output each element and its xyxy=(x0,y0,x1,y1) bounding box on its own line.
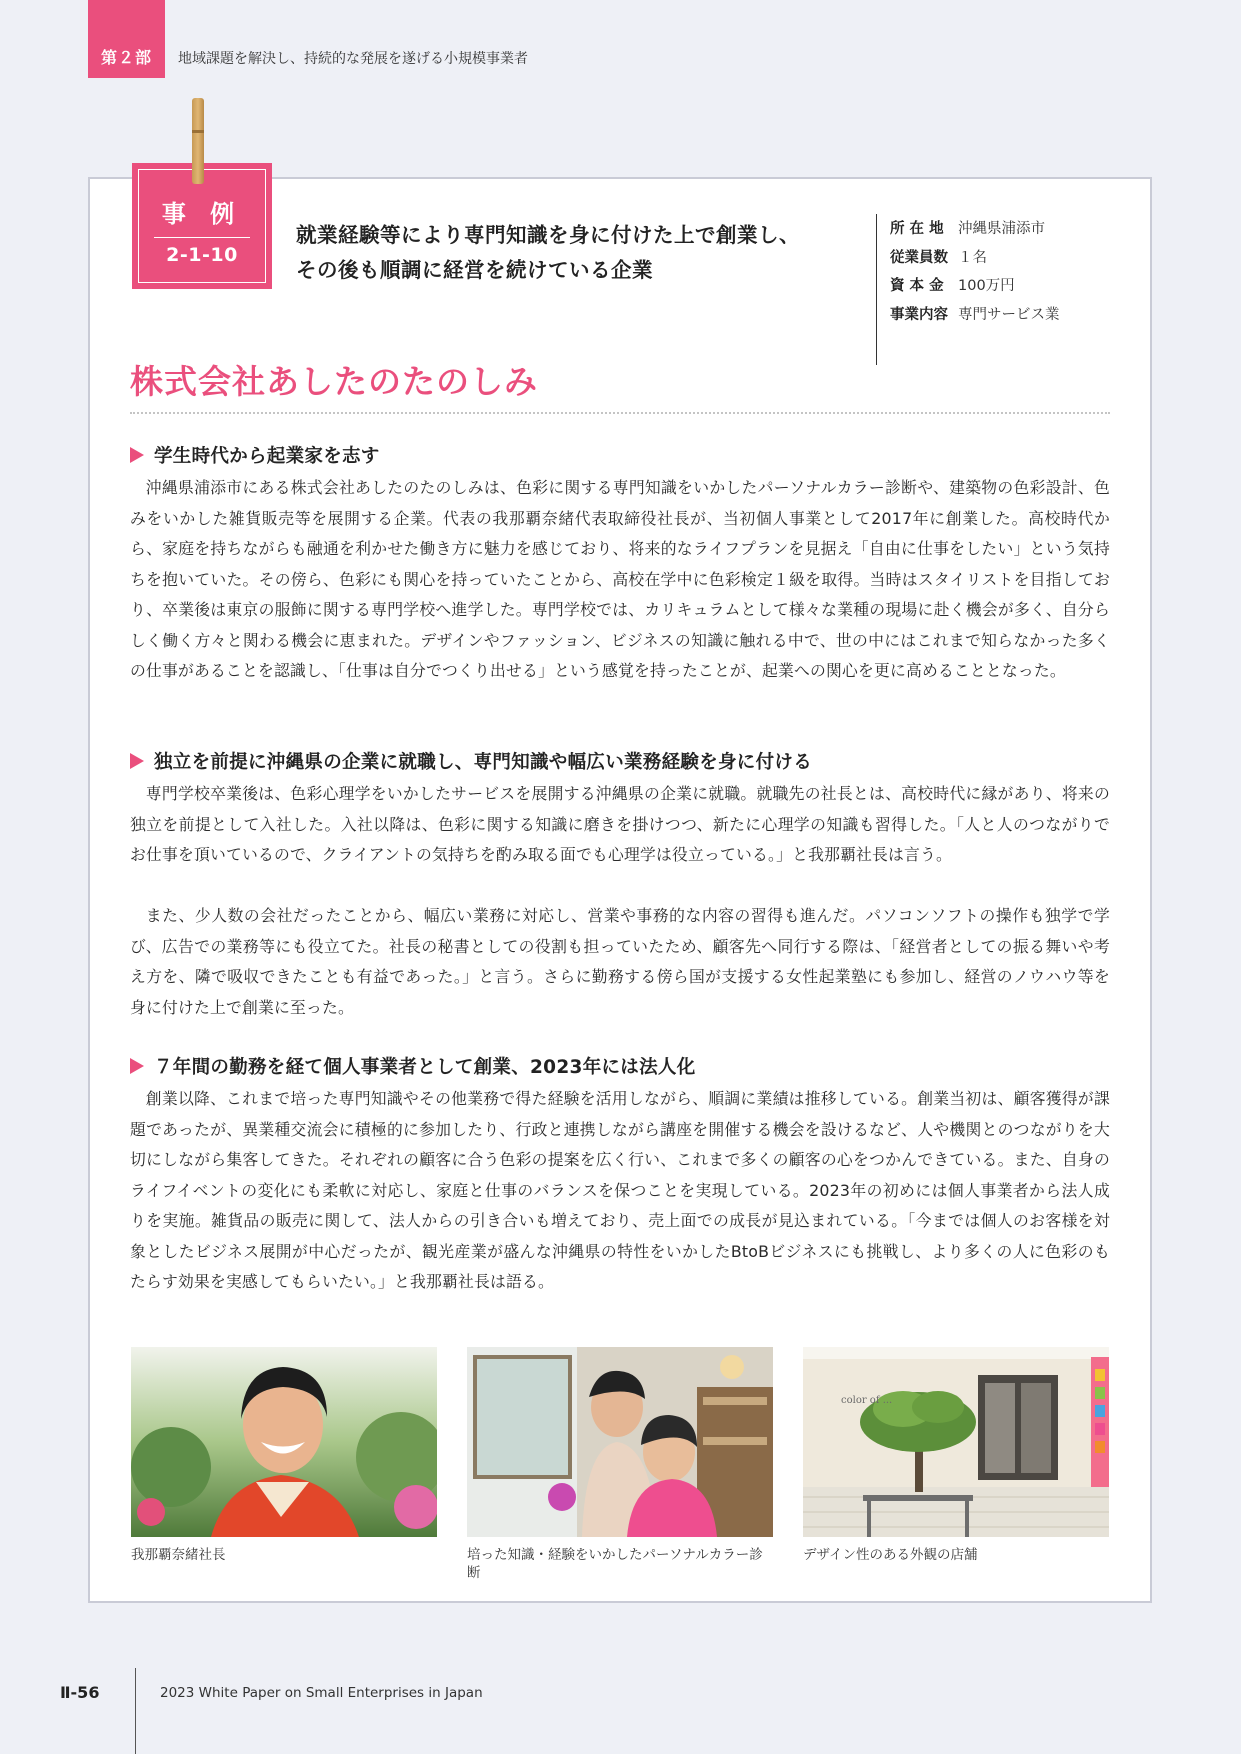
info-row-capital xyxy=(890,272,1060,301)
triangle-bullet-icon xyxy=(130,1058,144,1074)
info-label: 所 在 地 xyxy=(890,221,944,237)
part-label: 第２部 xyxy=(88,0,165,78)
photo-caption: デザイン性のある外観の店舗 xyxy=(803,1547,978,1563)
case-divider xyxy=(154,237,250,238)
section-paragraph: また、少人数の会社だったことから、幅広い業務に対応し、営業や事務的な内容の習得も進んだ。パソコンソフトの操作も独学で学び、広告での業務等にも役立てた。社長の秘書としての役割も担っていたため、顧客先へ同行する際は、「経営者としての振る舞いや考え方を、隣で吸収できたことも有益であった。」と言う。さらに勤務する傍ら国が支援する女性起業塾にも参加し、経営のノウハウ等を身に付けた上で創業に至った。 xyxy=(130,906,1110,1017)
section-heading-text: 学生時代から起業家を志す xyxy=(154,446,380,467)
page-number: Ⅱ-56 xyxy=(60,1683,100,1702)
company-name: 株式会社あしたのたのしみ xyxy=(130,362,538,401)
photo-caption: 培った知識・経験をいかしたパーソナルカラー診断 xyxy=(467,1547,763,1581)
section-heading xyxy=(130,748,812,774)
case-headline xyxy=(296,218,876,288)
section-heading-text: 独立を前提に沖縄県の企業に就職し、専門知識や幅広い業務経験を身に付ける xyxy=(154,752,813,773)
photo-caption: 我那覇奈緒社長 xyxy=(131,1547,226,1563)
section-paragraph: 沖縄県浦添市にある株式会社あしたのたのしみは、色彩に関する専門知識をいかしたパーソナルカラー診断や、建築物の色彩設計、色みをいかした雑貨販売等を展開する企業。代表の我那覇奈緒代表取締役社長が、当初個人事業として2017年に創業した。高校時代から、家庭を持ちながらも融通を利かせた働き方に魅力を感じており、将来的なライフプランを見据え「自由に仕事をしたい」という気持ちを抱いていた。その傍ら、色彩にも関心を持っていたことから、高校在学中に色彩検定１級を取得。当時はスタイリストを目指しており、卒業後は東京の服飾に関する専門学校へ進学した。専門学校では、カリキュラムとして様々な業種の現場に赴く機会が多く、自分らしく働く方々と関わる機会に恵まれた。デザインやファッション、ビジネスの知識に触れる中で、世の中にはこれまで知らなかった多くの仕事があることを認識し、「仕事は自分でつくり出せる」という感覚を持ったことが、起業への関心を更に高めることとなった。 xyxy=(130,478,1110,680)
section-heading xyxy=(130,442,380,468)
triangle-bullet-icon xyxy=(130,753,144,769)
part-title: 地域課題を解決し、持続的な発展を遂げる小規模事業者 xyxy=(178,51,528,67)
photo-president xyxy=(131,1347,437,1537)
info-value: 100万円 xyxy=(958,278,1015,294)
section-paragraph: 専門学校卒業後は、色彩心理学をいかしたサービスを展開する沖縄県の企業に就職。就職先の社長とは、高校時代に縁があり、将来の独立を前提として入社した。入社以降は、色彩に関する知識に磨きを掛けつつ、新たに心理学の知識も習得した。「人と人のつながりでお仕事を頂いているので、クライアントの気持ちを酌み取る面でも心理学は役立っている。」と我那覇社長は言う。 xyxy=(130,784,1110,864)
info-label: 従業員数 xyxy=(890,249,948,266)
case-number: 2-1-10 xyxy=(166,244,238,266)
info-label: 事業内容 xyxy=(890,306,948,323)
case-headline-line1: 就業経験等により専門知識を身に付けた上で創業し、 xyxy=(296,223,800,247)
store-sign: color of ... xyxy=(841,1395,893,1406)
section-paragraph: 創業以降、これまで培った専門知識やその他業務で得た経験を活用しながら、順調に業績は推移している。創業当初は、顧客獲得が課題であったが、異業種交流会に積極的に参加したり、行政と連携しながら講座を開催する機会を設けるなど、人や機関とのつながりを大切にしながら集客してきた。それぞれの顧客に合う色彩の提案を広く行い、これまで多くの顧客の心をつかんできている。また、自身のライフイベントの変化にも柔軟に対応し、家庭と仕事のバランスを保つことを実現している。2023年の初めには個人事業者から法人成りを実施。雑貨品の販売に関して、法人からの引き合いも増えており、売上面での成長が見込まれている。「今までは個人のお客様を対象としたビジネス展開が中心だったが、観光産業が盛んな沖縄県の特性をいかしたBtoBビジネスにも挑戦し、より多くの人に色彩のもたらす効果を実感してもらいたい。」と我那覇社長は語る。 xyxy=(130,1089,1110,1291)
case-headline-line2: その後も順調に経営を続けている企業 xyxy=(296,258,653,282)
clip-icon xyxy=(192,98,204,184)
footer-title: 2023 White Paper on Small Enterprises in Japan xyxy=(160,1685,483,1701)
photo-storefront xyxy=(803,1347,1109,1537)
info-row-location xyxy=(890,215,1060,244)
section-heading xyxy=(130,1053,696,1079)
info-label: 資 本 金 xyxy=(890,278,944,294)
info-row-employees xyxy=(890,244,1060,273)
company-info xyxy=(890,215,1060,329)
case-label: 事 例 xyxy=(161,200,243,228)
info-row-business xyxy=(890,301,1060,330)
info-value: 専門サービス業 xyxy=(958,306,1060,323)
triangle-bullet-icon xyxy=(130,447,144,463)
section-heading-text: ７年間の勤務を経て個人事業者として創業、2023年には法人化 xyxy=(154,1057,696,1078)
dotted-divider xyxy=(130,412,1110,414)
photo-color-diagnosis xyxy=(467,1347,773,1537)
footer-divider xyxy=(135,1668,136,1754)
info-value: 沖縄県浦添市 xyxy=(958,221,1045,237)
info-value: １名 xyxy=(958,249,987,266)
info-divider xyxy=(876,214,877,365)
